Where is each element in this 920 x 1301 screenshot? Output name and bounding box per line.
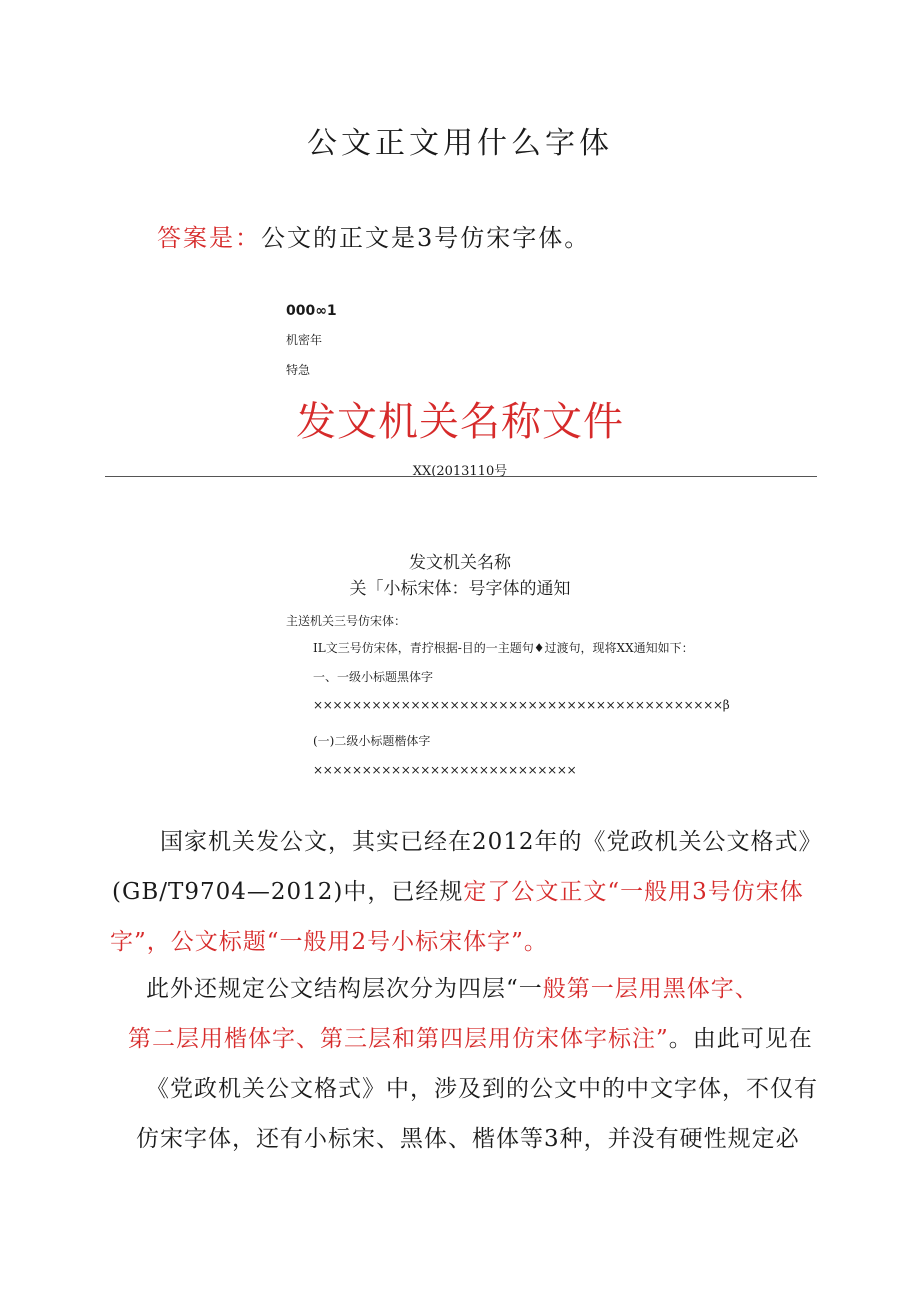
highlight-segment: 第二层用楷体字、第三层和第四层用仿宋体字标注” (128, 1026, 669, 1052)
issuer-header-title: 发文机关名称文件 (296, 399, 624, 445)
answer-line (157, 218, 590, 253)
file-number: XX(2013110号 (412, 464, 508, 479)
secret-level: 机密年 (286, 333, 323, 347)
paragraph-line: 仿宋字体，还有小标宋、黑体、楷体等3种，并没有硬性规定必 (136, 1126, 800, 1152)
placeholder-text-row: ××××××××××××××××××××××××××××××××××××××××××β (313, 698, 730, 712)
highlight-segment: 定了公文正文“一般用3号仿宋体 (463, 879, 804, 905)
main-recipient: 主送机关三号仿宋体： (286, 614, 407, 628)
placeholder-text-row: ××××××××××××××××××××××××××× (313, 763, 577, 777)
doc-serial-number: 000∞1 (286, 303, 337, 319)
highlight-line: 字”，公文标题“一般用2号小标宋体字”。 (110, 929, 548, 955)
paragraph-line (146, 970, 759, 1003)
paragraph-line: 《党政机关公文格式》中，涉及到的公文中的中文字体，不仅有 (146, 1076, 818, 1102)
level1-heading: 一、一级小标题黑体字 (313, 670, 434, 684)
page-title: 公文正文用什么字体 (307, 126, 613, 161)
paragraph-segment: 此外还规定公文结构层次分为四层“一 (146, 976, 543, 1002)
notice-issuer: 发文机关名称 (409, 553, 511, 573)
paragraph-line: 国家机关发公文，其实已经在2012年的《党政机关公文格式》 (160, 829, 823, 855)
paragraph-line (112, 873, 804, 906)
highlight-segment: 般第一层用黑体字、 (542, 976, 759, 1002)
answer-text: 公文的正文是3号仿宋字体。 (261, 224, 591, 252)
intro-paragraph: IL文三号仿宋体，青拧根据-目的一主题句♦过渡句，现将XX通知如下： (313, 641, 694, 655)
level2-heading: (一)二级小标题楷体字 (313, 734, 431, 748)
notice-subject: 关「小标宋体：号字体的通知 (349, 579, 571, 599)
answer-label: 答案是： (157, 224, 261, 252)
paragraph-segment: (GB/T9704—2012)中，已经规 (112, 879, 464, 905)
urgency-level: 特急 (286, 363, 311, 377)
paragraph-segment: 。由此可见在 (668, 1026, 813, 1052)
paragraph-line (128, 1020, 813, 1053)
header-divider (105, 476, 817, 477)
